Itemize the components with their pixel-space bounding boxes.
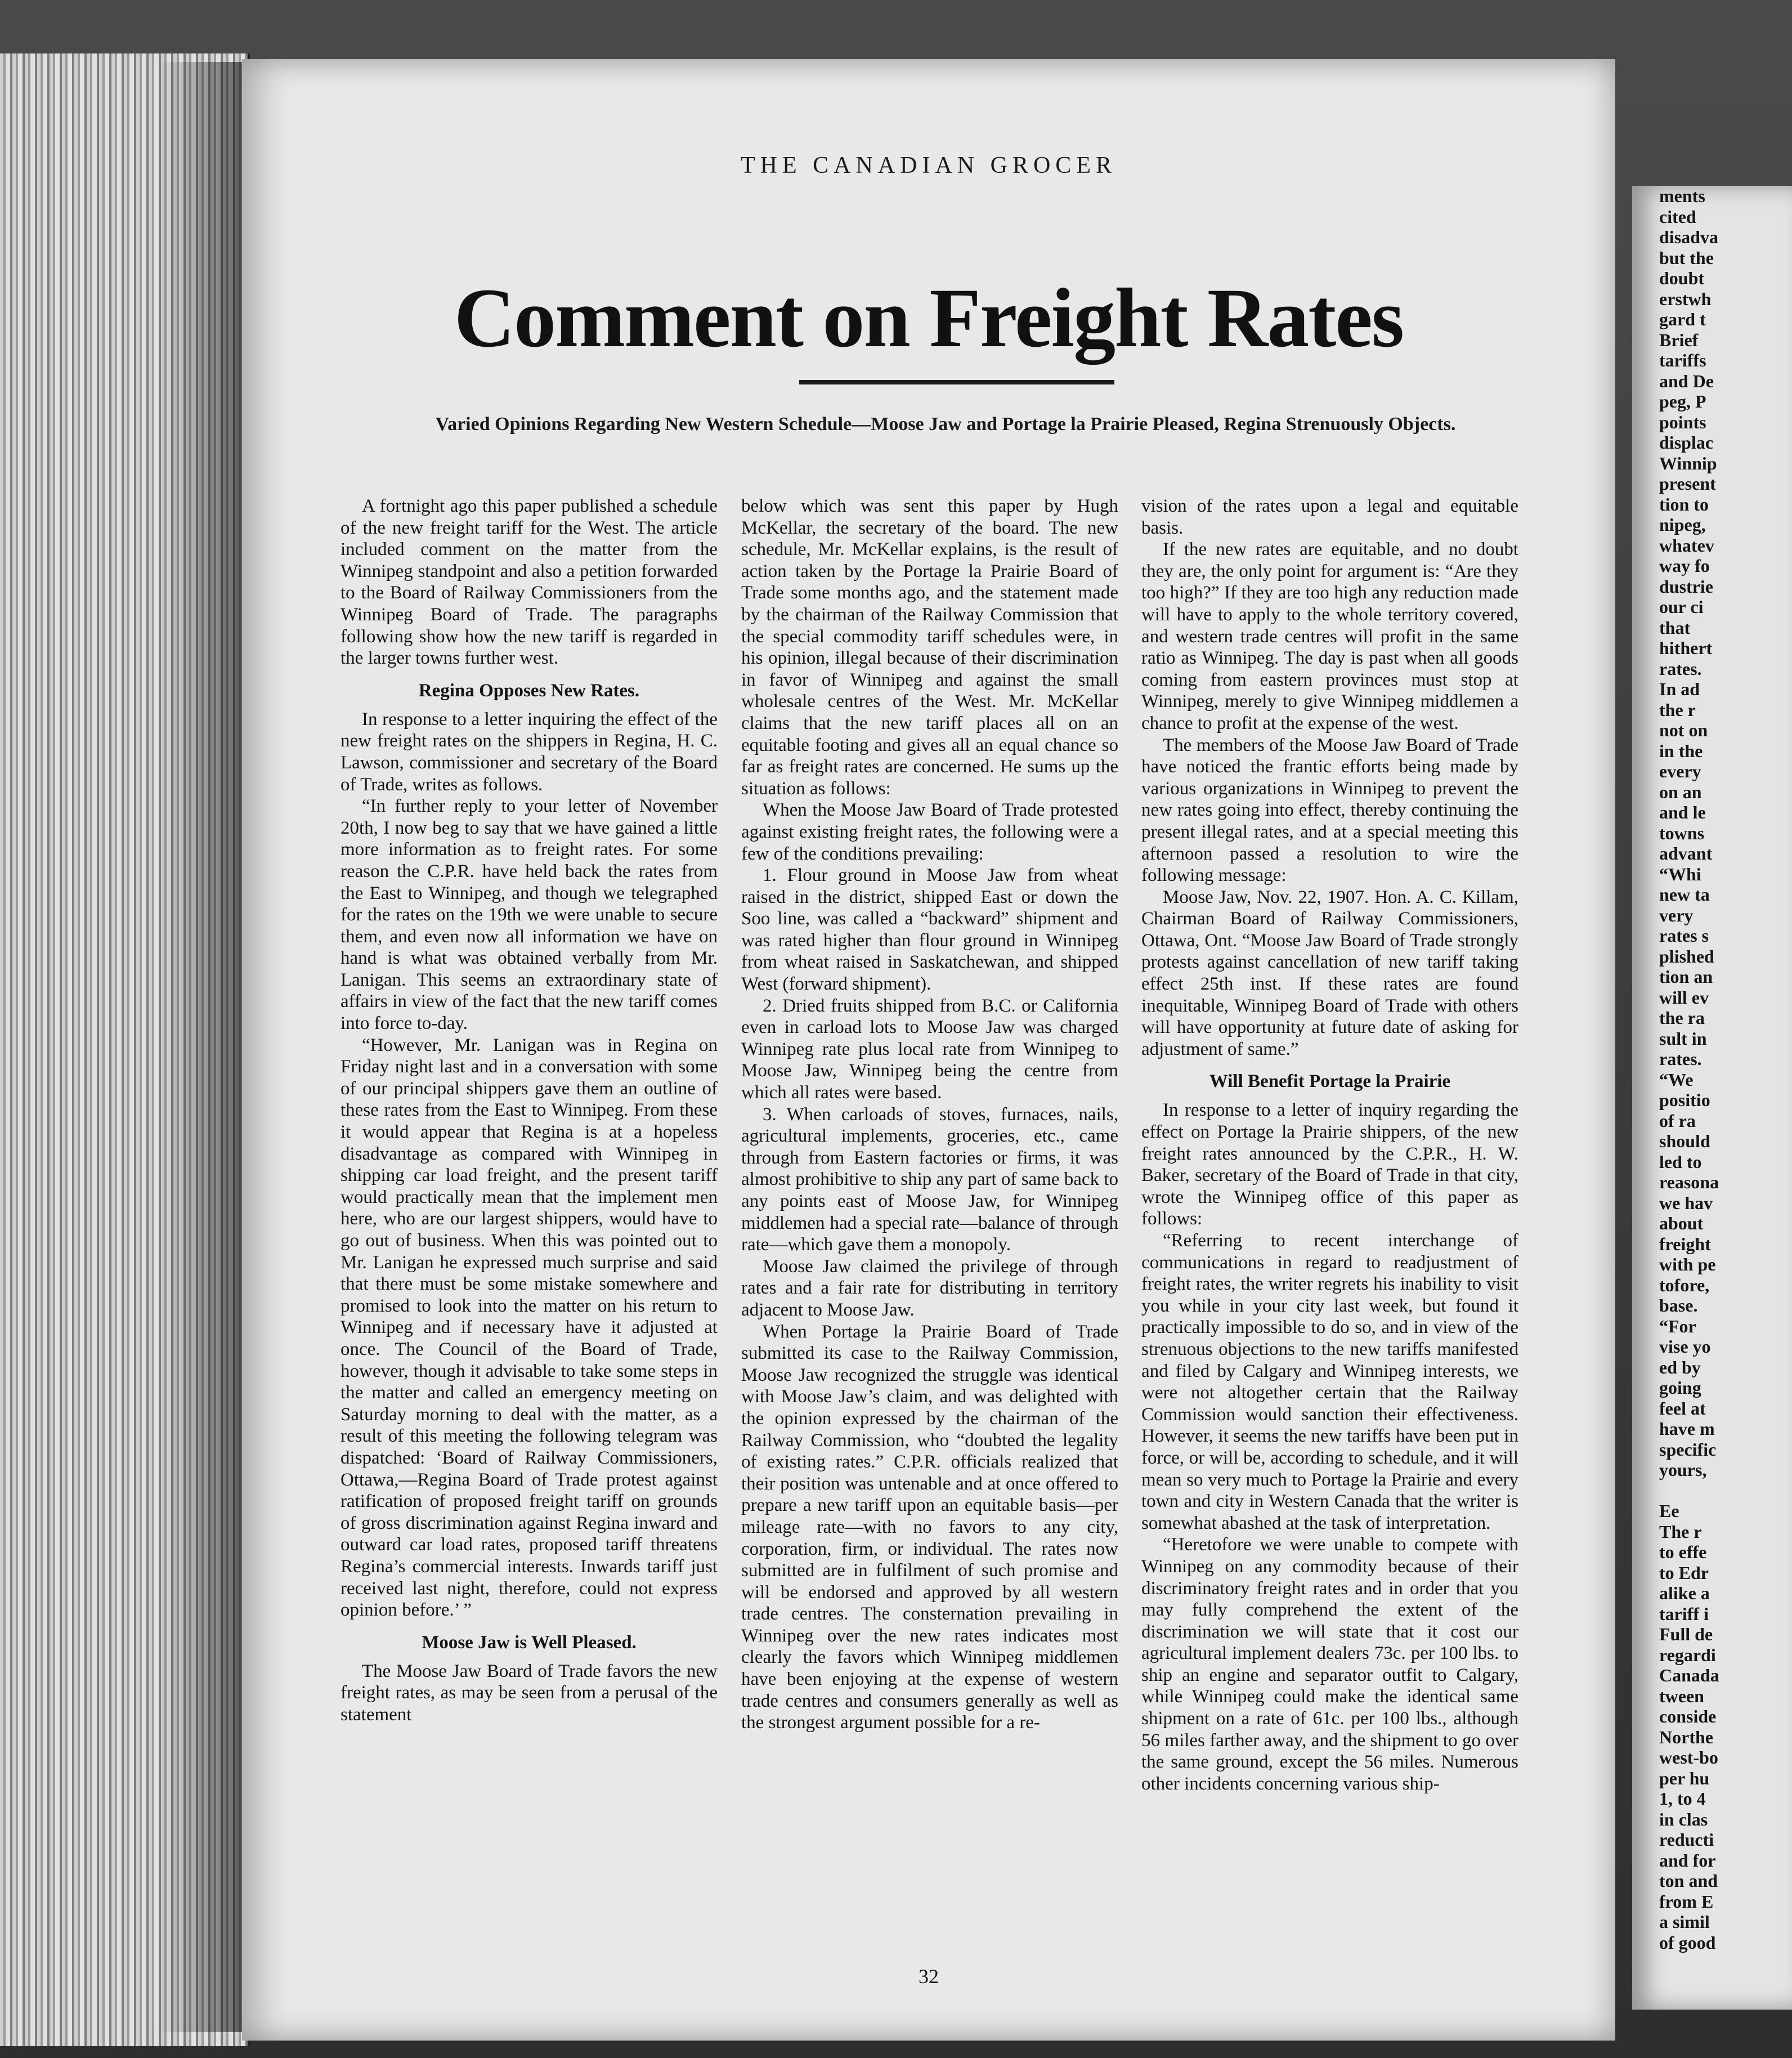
paragraph-moose-jaw: The Moose Jaw Board of Trade favors the new freight rates, as may be seen from a perusal of the statement <box>341 1661 718 1725</box>
facing-page-line: doubt <box>1659 268 1705 288</box>
facing-page-line: rates. <box>1659 658 1702 679</box>
column-2 <box>741 495 1118 1734</box>
page-number: 32 <box>919 1965 939 1988</box>
facing-page-line: have m <box>1659 1419 1715 1439</box>
facing-page-line: cited <box>1659 206 1696 227</box>
facing-page-line: points <box>1659 411 1706 432</box>
facing-page-line: going <box>1659 1377 1701 1398</box>
facing-page-line: towns <box>1659 822 1705 843</box>
facing-page-line: about <box>1659 1213 1704 1233</box>
facing-page-line: conside <box>1659 1706 1717 1726</box>
facing-page-line: and for <box>1659 1850 1716 1871</box>
facing-page-line: Winnip <box>1659 453 1717 473</box>
facing-page-line: Ee <box>1659 1501 1679 1521</box>
facing-page-line: not on <box>1659 720 1708 740</box>
facing-page-line: Brief <box>1659 329 1699 350</box>
facing-page-line: positio <box>1659 1090 1710 1110</box>
paragraph-continued: below which was sent this paper by Hugh McKellar, the secretary of the board. The new schedule, Mr. McKellar explains, is the result of action taken by the Portage la Prairie Board of Trade some months ago, and the statement made by the chairman of the Railway Commission that the special commodity tariff schedules were, in his opinion, illegal because of their discrimination in favor of Winnipeg and against the small wholesale centres of the West. Mr. McKellar claims that the new tariff places all on an equitable footing and gives all an equal chance so far as freight rates are concerned. He sums up the situation as follows: <box>741 496 1118 799</box>
column-1 <box>341 495 718 1725</box>
facing-page-line: The r <box>1659 1521 1702 1542</box>
facing-page-line: hithert <box>1659 638 1713 658</box>
facing-page-line: base. <box>1659 1295 1698 1316</box>
facing-page-line: specific <box>1659 1439 1717 1460</box>
facing-page-line: tion an <box>1659 967 1713 987</box>
subhead-regina: Regina Opposes New Rates. <box>418 680 640 701</box>
facing-page-line: ed by <box>1659 1357 1701 1377</box>
subhead-moose-jaw: Moose Jaw is Well Pleased. <box>422 1632 637 1653</box>
facing-page-line: of good <box>1659 1932 1716 1953</box>
paragraph-telegram: Moose Jaw, Nov. 22, 1907. Hon. A. C. Killam, Chairman Board of Railway Commissioners, Ottawa, Ont. “Moose Jaw Board of Trade strongly protests against cancellation of new tariff taking effect 25th inst. If these rates are found inequitable, Winnipeg Board of Trade with others will have opportunity at future date of asking for adjustment of same.” <box>1141 887 1518 1059</box>
facing-page-line: sult in <box>1659 1028 1707 1049</box>
facing-page-line: and le <box>1659 802 1706 822</box>
facing-page-line: but the <box>1659 247 1714 268</box>
facing-page-line: from E <box>1659 1891 1714 1912</box>
facing-page-line: tion to <box>1659 494 1709 514</box>
facing-page-line: the r <box>1659 699 1696 720</box>
facing-page-line: tariff i <box>1659 1603 1709 1624</box>
facing-page-line: of ra <box>1659 1110 1696 1131</box>
facing-page-line: the ra <box>1659 1008 1705 1028</box>
paragraph-condition-1: 1. Flour ground in Moose Jaw from wheat raised in the district, shipped East or down the Soo line, was called a “backward” shipment and was rated higher than flour ground in Winnipeg from wheat raised in Saskatchewan, and shipped West (forward shipment). <box>741 865 1118 995</box>
paragraph-heretofore: “Heretofore we were unable to compete with Winnipeg on any commodity because of their discriminatory freight rates and in order that you may fully comprehend the extent of the discrimination we will state that it cost our agricultural implement dealers 73c. per 100 lbs. to ship an engine and separator outfit to Calgary, while Winnipeg could make the identical same shipment on a rate of 61c. per 100 lbs., although 56 miles farther away, and the shipment to go over the same ground, except the 56 miles. Numerous other incidents concerning various ship- <box>1141 1534 1518 1794</box>
facing-page-line: will ev <box>1659 987 1709 1008</box>
paragraph-further-reply: “In further reply to your letter of November 20th, I now beg to say that we have gained a little more information as to freight rates. For some reason the C.P.R. have held back the rates from the East to Winnipeg, and though we telegraphed for the rates on the 19th we were unable to secure them, and even now all information we have on hand is what was obtained verbally from Mr. Lanigan. This seems an extraordinary state of affairs in view of the fact that the new tariff comes into force to-day. <box>341 796 718 1034</box>
facing-page-line: to Edr <box>1659 1562 1709 1583</box>
facing-page-line: our ci <box>1659 597 1704 617</box>
facing-page-line: and De <box>1659 370 1714 391</box>
facing-page-line: Canada <box>1659 1665 1719 1685</box>
facing-page-line: present <box>1659 473 1716 494</box>
subhead-portage: Will Benefit Portage la Prairie <box>1209 1071 1451 1092</box>
facing-page-line: feel at <box>1659 1398 1706 1419</box>
paragraph-referring: “Referring to recent interchange of communications in regard to readjustment of freight rates, the writer regrets his inability to visit you while in your city last week, but found it practically impossible to do so, and in view of the strenuous objections to the new tariffs manifested and filed by Calgary and Winnipeg interests, we were not altogether certain that the Railway Commission would sanction their effectiveness. However, it seems the new tariffs have been put in force, or will be, according to schedule, and it will mean so very much to Portage la Prairie and every town and city in Western Canada that the writer is somewhat abashed at the task of interpretation. <box>1141 1231 1518 1533</box>
facing-page-line: “Whi <box>1659 864 1701 884</box>
paragraph-continued: vision of the rates upon a legal and equitable basis. <box>1141 496 1518 538</box>
facing-page-line: with pe <box>1659 1254 1716 1274</box>
column-3 <box>1141 495 1518 1795</box>
facing-page-line: ton and <box>1659 1871 1718 1891</box>
facing-page-line: yours, <box>1659 1460 1707 1480</box>
spine-shadow <box>158 62 242 2032</box>
paragraph-however: “However, Mr. Lanigan was in Regina on Friday night last and in a conversation with some of our principal shippers gave them an outline of these rates from the East to Winnipeg. From these it would appear that Regina is at a hopeless disadvantage as compared with Winnipeg in shipping car load freight, and the present tariff would practically mean that the implement men here, who are our largest shippers, would have to go out of business. When this was pointed out to Mr. Lanigan he expressed much surprise and said that there must be some mistake somewhere and promised to look into the matter on his return to Winnipeg and if necessary have it adjusted at once. The Council of the Board of Trade, however, though it advisable to take some steps in the matter and called an emergency meeting on Saturday morning to deal with the matter, as a result of this meeting the following telegram was dispatched: ‘Board of Railway Commissioners, Ottawa,—Regina Board of Trade protest against ratification of proposed freight tariff on grounds of gross discrimination against Regina inward and outward car load rates, proposed tariff threatens Regina’s commercial interests. Inwards tariff just received last night, therefore, could not express opinion before.’ ” <box>341 1035 718 1621</box>
facing-page-line: tariffs <box>1659 350 1706 370</box>
facing-page-fragment <box>1632 186 1792 2010</box>
paragraph-if-equitable: If the new rates are equitable, and no doubt they are, the only point for argument is: “Are they too high?” If they are too high any reduction made will have to apply to the whole territory covered, and western trade centres will profit in the same ratio as Winnipeg. The day is past when all goods coming from eastern provinces must stop at Winnipeg, merely to give Winnipeg middlemen a chance to profit at the expense of the west. <box>1141 539 1518 733</box>
facing-page-line: erstwh <box>1659 288 1712 309</box>
facing-page-line: Northe <box>1659 1726 1713 1747</box>
headline-rule <box>799 380 1114 384</box>
article-deck: Varied Opinions Regarding New Western Schedule—Moose Jaw and Portage la Prairie Pleased, Regina Strenuously Objects. <box>435 414 1456 435</box>
facing-page-line: reasona <box>1659 1172 1719 1192</box>
facing-page-line: vise yo <box>1659 1336 1711 1357</box>
facing-page-line: led to <box>1659 1151 1702 1172</box>
paragraph-portage-case: When Portage la Prairie Board of Trade submitted its case to the Railway Commission, Moose Jaw recognized the struggle was identical with Moose Jaw’s claim, and was delighted with the opinion expressed by the chairman of the Railway Commission, who “doubted the legality of existing rates.” C.P.R. officials realized that their position was untenable and at once offered to prepare a new tariff upon an equitable basis—per mileage rate—with no favors to any city, corporation, firm, or individual. The rates now submitted are in fulfilment of such promise and will be endorsed and approved by all western trade centres. The consternation prevailing in Winnipeg over the new rates indicates most clearly the favors which Winnipeg middlemen have been enjoying at the expense of western trade centres and consumers generally as well as the strongest argument possible for a re- <box>741 1321 1118 1733</box>
facing-page-line: in the <box>1659 740 1703 761</box>
facing-page-line: In ad <box>1659 679 1700 699</box>
magazine-page <box>242 59 1615 2041</box>
paragraph-claimed: Moose Jaw claimed the privilege of through rates and a fair rate for distributing in territory adjacent to Moose Jaw. <box>741 1256 1118 1320</box>
facing-page-line: on an <box>1659 781 1702 802</box>
running-head: THE CANADIAN GROCER <box>741 153 1117 178</box>
facing-page-line: disadva <box>1659 227 1718 247</box>
facing-page-line: should <box>1659 1131 1710 1151</box>
paragraph-intro: A fortnight ago this paper published a schedule of the new freight tariff for the West. The article included comment on the matter from the Winnipeg standpoint and also a petition forwarded to the Board of Railway Commissioners from the Winnipeg Board of Trade. The paragraphs following show how the new tariff is regarded in the larger towns further west. <box>341 496 718 669</box>
facing-page-line: dustrie <box>1659 576 1713 597</box>
facing-page-line: plished <box>1659 946 1714 967</box>
facing-page-line: to effe <box>1659 1542 1707 1562</box>
paragraph-regina: In response to a letter inquiring the effect of the new freight rates on the shippers in Regina, H. C. Lawson, commissioner and secretary of the Board of Trade, writes as follows. <box>341 709 718 795</box>
facing-page-line: gard t <box>1659 309 1706 329</box>
facing-page-line: that <box>1659 617 1691 638</box>
facing-page-line: freight <box>1659 1233 1711 1254</box>
paragraph-condition-2: 2. Dried fruits shipped from B.C. or California even in carload lots to Moose Jaw was charged Winnipeg rate plus local rate from Winnipeg to Moose Jaw, Winnipeg being the centre from which all rates were based. <box>741 995 1118 1103</box>
facing-page-line: tween <box>1659 1685 1704 1706</box>
facing-page-line: per hu <box>1659 1768 1710 1788</box>
facing-page-line: 1, to 4 <box>1659 1788 1706 1809</box>
facing-page-line: rates s <box>1659 925 1709 946</box>
facing-page-line: nipeg, <box>1659 514 1706 535</box>
facing-page-line: every <box>1659 761 1701 781</box>
facing-page-line: a simil <box>1659 1912 1710 1932</box>
facing-page-line: west-bo <box>1659 1747 1718 1768</box>
facing-page-line: displac <box>1659 432 1714 453</box>
paragraph-members: The members of the Moose Jaw Board of Trade have noticed the frantic efforts being made by various organizations in Winnipeg to prevent the new rates going into effect, thereby continuing the present illegal rates, and at a special meeting this afternoon passed a resolution to wire the following message: <box>1141 735 1518 886</box>
facing-page-line: reducti <box>1659 1829 1714 1850</box>
facing-page-line: “We <box>1659 1069 1694 1090</box>
paragraph-condition-3: 3. When carloads of stoves, furnaces, nails, agricultural implements, groceries, etc., came through from Eastern factories or firms, it was almost prohibitive to ship any part of same back to any points east of Moose Jaw, for Winnipeg middlemen had a special rate—balance of through rate—which gave them a monopoly. <box>741 1104 1118 1255</box>
facing-page-line: new ta <box>1659 884 1710 905</box>
facing-page-line: ments <box>1659 186 1705 206</box>
facing-page-line: Full de <box>1659 1624 1713 1644</box>
facing-page-line: peg, P <box>1659 391 1706 411</box>
facing-page-line: “For <box>1659 1316 1696 1336</box>
facing-page-line <box>1632 1480 1792 1501</box>
facing-page-line: whatev <box>1659 535 1714 556</box>
facing-page-line: tofore, <box>1659 1274 1710 1295</box>
paragraph-when: When the Moose Jaw Board of Trade protested against existing freight rates, the following were a few of the conditions prevailing: <box>741 800 1118 864</box>
facing-page-line: we hav <box>1659 1192 1713 1213</box>
facing-page-line: very <box>1659 905 1694 925</box>
facing-page-line: way fo <box>1659 556 1710 576</box>
facing-page-line: in clas <box>1659 1809 1708 1829</box>
facing-page-line: rates. <box>1659 1049 1702 1069</box>
article-headline: Comment on Freight Rates <box>454 271 1404 365</box>
facing-page-line: advant <box>1659 843 1713 864</box>
facing-page-line: regardi <box>1659 1644 1716 1665</box>
paragraph-response: In response to a letter of inquiry regarding the effect on Portage la Prairie shippers, of the new freight rates announced by the C.P.R., H. W. Baker, secretary of the Board of Trade in that city, wrote the Winnipeg office of this paper as follows: <box>1141 1100 1518 1229</box>
facing-page-line: alike a <box>1659 1583 1710 1603</box>
